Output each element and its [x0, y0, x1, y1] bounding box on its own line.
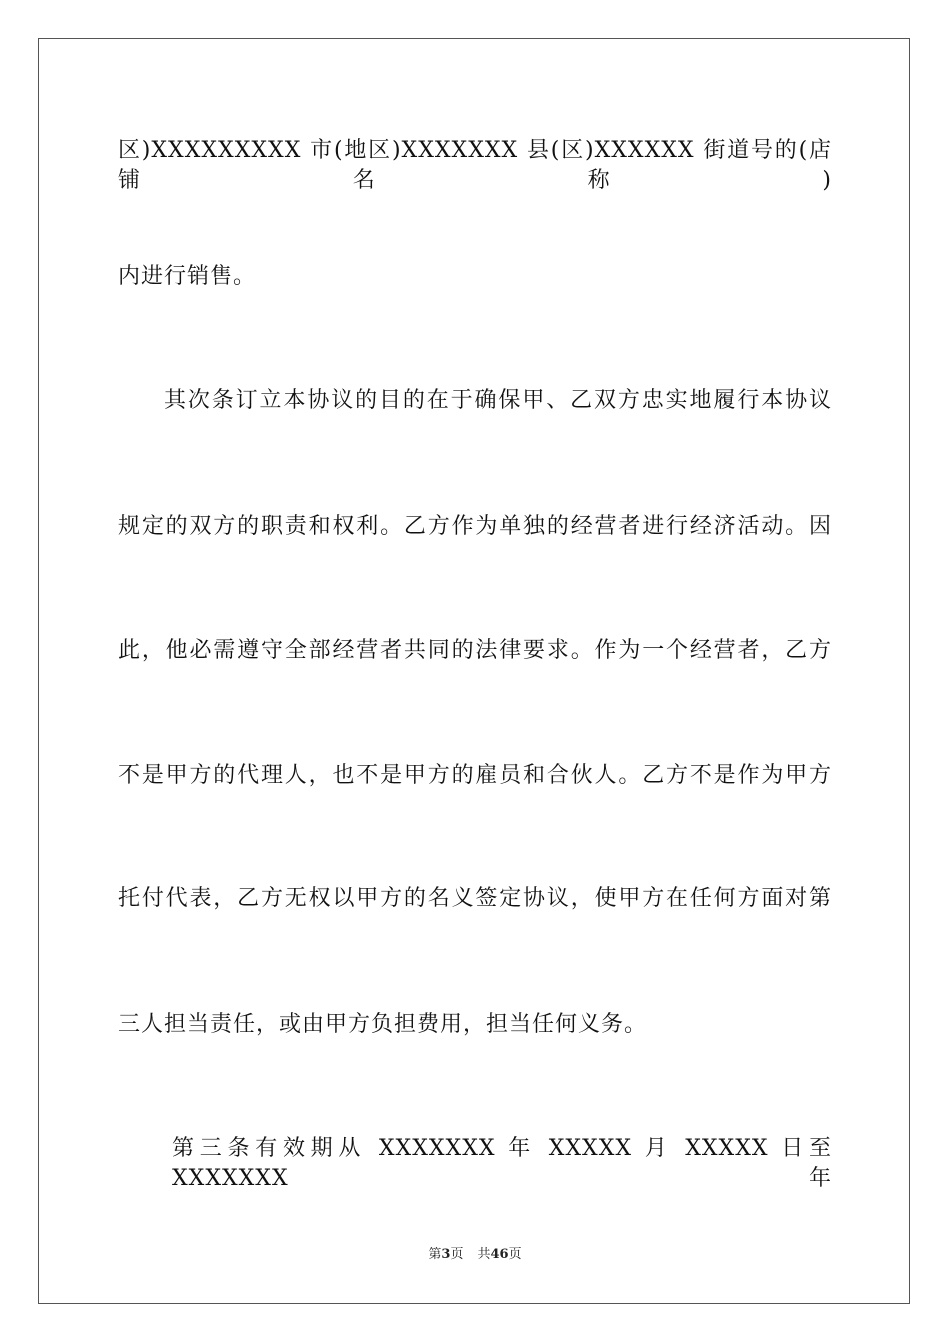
text-line-9: 第三条有效期从 XXXXXXX 年 XXXXX 月 XXXXX 日至 XXXXXXX 年 — [172, 1136, 832, 1191]
total-pages: 46 — [490, 1247, 509, 1262]
total-suffix: 页 — [508, 1247, 522, 1262]
text-line-8: 三人担当责任，或由甲方负担费用，担当任何义务。 — [118, 1012, 648, 1037]
text-line-3: 其次条订立本协议的目的在于确保甲、乙双方忠实地履行本协议 — [164, 388, 832, 413]
text-line-2: 内进行销售。 — [118, 264, 257, 289]
total-prefix: 共 — [477, 1247, 491, 1262]
page-number: 3 — [441, 1247, 451, 1262]
text-line-6: 不是甲方的代理人，也不是甲方的雇员和合伙人。乙方不是作为甲方 — [118, 763, 832, 788]
text-line-7: 托付代表，乙方无权以甲方的名义签定协议，使甲方在任何方面对第 — [118, 886, 832, 911]
page-footer — [0, 1246, 950, 1264]
text-line-1: 区)XXXXXXXXX 市(地区)XXXXXXX 县(区)XXXXXX 街道号的(店铺名称) — [118, 138, 832, 193]
text-line-5: 此，他必需遵守全部经营者共同的法律要求。作为一个经营者，乙方 — [118, 638, 832, 663]
page-prefix: 第 — [428, 1247, 442, 1262]
page-border — [38, 38, 910, 1304]
text-line-4: 规定的双方的职责和权利。乙方作为单独的经营者进行经济活动。因 — [118, 514, 832, 539]
page-suffix: 页 — [450, 1247, 464, 1262]
